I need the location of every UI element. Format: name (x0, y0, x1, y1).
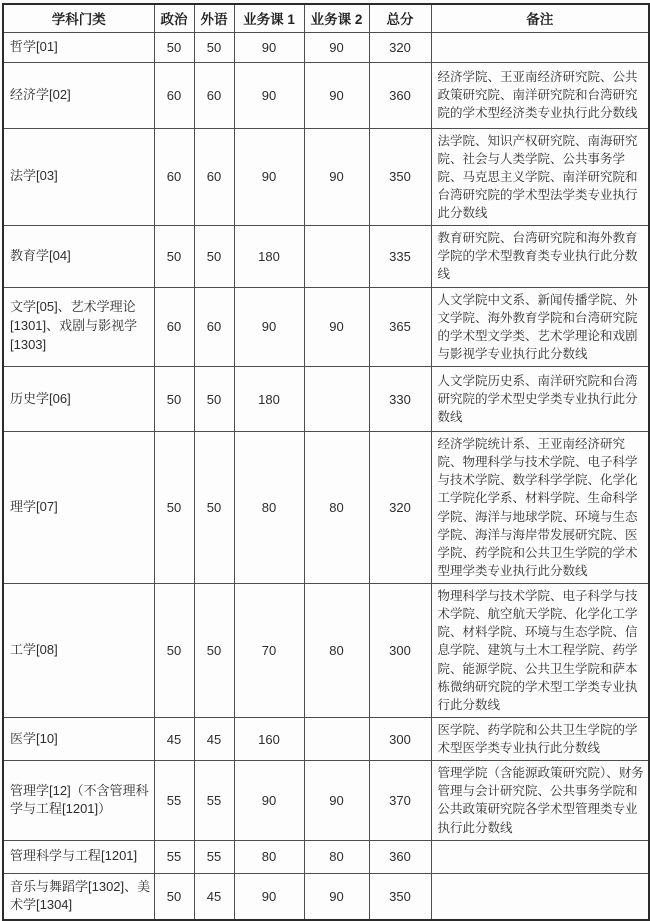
score-cell-course1: 90 (234, 287, 304, 367)
score-cell-total: 320 (369, 32, 431, 62)
header-row (3, 4, 649, 32)
category-cell: 管理学[12]（不含管理科学与工程[1201]） (3, 761, 154, 841)
score-cell-total: 335 (369, 226, 431, 287)
score-cell-course2: 80 (304, 584, 369, 718)
score-cell-total: 365 (369, 287, 431, 367)
column-header: 外语 (194, 4, 234, 32)
table-row (3, 840, 649, 873)
score-cell-course1: 90 (234, 62, 304, 128)
column-header: 学科门类 (3, 4, 154, 32)
score-cell-course1: 180 (234, 367, 304, 432)
score-cell-course2: 90 (304, 287, 369, 367)
table-row (3, 226, 649, 287)
score-cell-course2: 90 (304, 873, 369, 920)
table-row (3, 432, 649, 584)
table-row (3, 287, 649, 367)
category-cell: 工学[08] (3, 584, 154, 718)
score-cell-course1: 70 (234, 584, 304, 718)
score-cell-foreign: 55 (194, 840, 234, 873)
score-cell-total: 360 (369, 62, 431, 128)
category-cell: 音乐与舞蹈学[1302]、美术学[1304] (3, 873, 154, 920)
score-cell-course1: 90 (234, 32, 304, 62)
score-cell-politics: 50 (154, 432, 194, 584)
remark-cell: 经济学院、王亚南经济研究院、公共政策研究院、南洋研究院和台湾研究院的学术型经济类专业执行此分数线 (431, 62, 649, 128)
score-cell-politics: 50 (154, 32, 194, 62)
remark-cell: 管理学院（含能源政策研究院）、财务管理与会计研究院、公共事务学院和公共政策研究院各学术型管理类专业执行此分数线 (431, 761, 649, 841)
remark-cell: 医学院、药学院和公共卫生学院的学术型医学类专业执行此分数线 (431, 717, 649, 760)
score-cell-foreign: 60 (194, 62, 234, 128)
score-cell-total: 300 (369, 584, 431, 718)
score-cell-total: 320 (369, 432, 431, 584)
table-row (3, 62, 649, 128)
score-cell-course2: 80 (304, 840, 369, 873)
score-line-table (2, 3, 650, 921)
category-cell: 文学[05]、艺术学理论[1301]、戏剧与影视学[1303] (3, 287, 154, 367)
category-cell: 经济学[02] (3, 62, 154, 128)
remark-cell (431, 873, 649, 920)
score-cell-course2: 90 (304, 32, 369, 62)
column-header: 业务课 2 (304, 4, 369, 32)
score-cell-foreign: 45 (194, 717, 234, 760)
remark-cell: 人文学院中文系、新闻传播学院、外文学院、海外教育学院和台湾研究院的学术型文学类、艺术学理论和戏剧与影视学专业执行此分数线 (431, 287, 649, 367)
table-row (3, 32, 649, 62)
score-cell-course2 (304, 717, 369, 760)
score-cell-foreign: 60 (194, 128, 234, 226)
score-cell-foreign: 50 (194, 432, 234, 584)
remark-cell: 教育研究院、台湾研究院和海外教育学院的学术型教育类专业执行此分数线 (431, 226, 649, 287)
category-cell: 历史学[06] (3, 367, 154, 432)
score-cell-politics: 60 (154, 128, 194, 226)
remark-cell (431, 840, 649, 873)
table-row (3, 367, 649, 432)
score-cell-total: 300 (369, 717, 431, 760)
column-header: 业务课 1 (234, 4, 304, 32)
score-cell-course2: 90 (304, 761, 369, 841)
table-row (3, 584, 649, 718)
score-cell-politics: 50 (154, 584, 194, 718)
score-cell-politics: 50 (154, 226, 194, 287)
remark-cell: 经济学院统计系、王亚南经济研究院、物理科学与技术学院、电子科学与技术学院、数学科学学院、化学化工学院化学系、材料学院、生命科学学院、海洋与地球学院、环境与生态学院、海洋与海岸带发展研究院、医学院、药学院和公共卫生学院的学术型理学类专业执行此分数线 (431, 432, 649, 584)
remark-cell: 物理科学与技术学院、电子科学与技术学院、航空航天学院、化学化工学院、材料学院、环境与生态学院、信息学院、建筑与土木工程学院、药学院、能源学院、公共卫生学院和萨本栋微纳研究院的学术型工学类专业执行此分数线 (431, 584, 649, 718)
category-cell: 理学[07] (3, 432, 154, 584)
score-cell-foreign: 60 (194, 287, 234, 367)
score-cell-course1: 80 (234, 432, 304, 584)
score-cell-foreign: 50 (194, 32, 234, 62)
score-cell-course2: 90 (304, 62, 369, 128)
score-cell-politics: 50 (154, 367, 194, 432)
table-row (3, 873, 649, 920)
category-cell: 哲学[01] (3, 32, 154, 62)
score-cell-politics: 50 (154, 873, 194, 920)
remark-cell (431, 32, 649, 62)
remark-cell: 法学院、知识产权研究院、南海研究院、社会与人类学院、公共事务学院、马克思主义学院、南洋研究院和台湾研究院的学术型法学类专业执行此分数线 (431, 128, 649, 226)
score-cell-course1: 180 (234, 226, 304, 287)
table-row (3, 761, 649, 841)
score-cell-politics: 45 (154, 717, 194, 760)
score-cell-politics: 55 (154, 840, 194, 873)
score-cell-course1: 90 (234, 761, 304, 841)
category-cell: 医学[10] (3, 717, 154, 760)
remark-cell: 人文学院历史系、南洋研究院和台湾研究院的学术型史学类专业执行此分数线 (431, 367, 649, 432)
score-cell-course2: 90 (304, 128, 369, 226)
score-cell-foreign: 50 (194, 367, 234, 432)
category-cell: 管理科学与工程[1201] (3, 840, 154, 873)
column-header: 总分 (369, 4, 431, 32)
score-cell-course1: 90 (234, 128, 304, 226)
score-cell-course2 (304, 226, 369, 287)
score-cell-course1: 80 (234, 840, 304, 873)
column-header: 政治 (154, 4, 194, 32)
score-cell-course2: 80 (304, 432, 369, 584)
score-cell-total: 350 (369, 128, 431, 226)
score-cell-foreign: 50 (194, 584, 234, 718)
score-cell-total: 350 (369, 873, 431, 920)
score-cell-politics: 60 (154, 287, 194, 367)
score-cell-course1: 160 (234, 717, 304, 760)
score-cell-foreign: 50 (194, 226, 234, 287)
score-cell-total: 360 (369, 840, 431, 873)
category-cell: 法学[03] (3, 128, 154, 226)
score-cell-course2 (304, 367, 369, 432)
score-cell-foreign: 55 (194, 761, 234, 841)
score-cell-politics: 55 (154, 761, 194, 841)
score-cell-foreign: 45 (194, 873, 234, 920)
score-cell-total: 370 (369, 761, 431, 841)
table-row (3, 128, 649, 226)
category-cell: 教育学[04] (3, 226, 154, 287)
score-cell-course1: 90 (234, 873, 304, 920)
table-row (3, 717, 649, 760)
score-cell-total: 330 (369, 367, 431, 432)
column-header: 备注 (431, 4, 649, 32)
score-cell-politics: 60 (154, 62, 194, 128)
